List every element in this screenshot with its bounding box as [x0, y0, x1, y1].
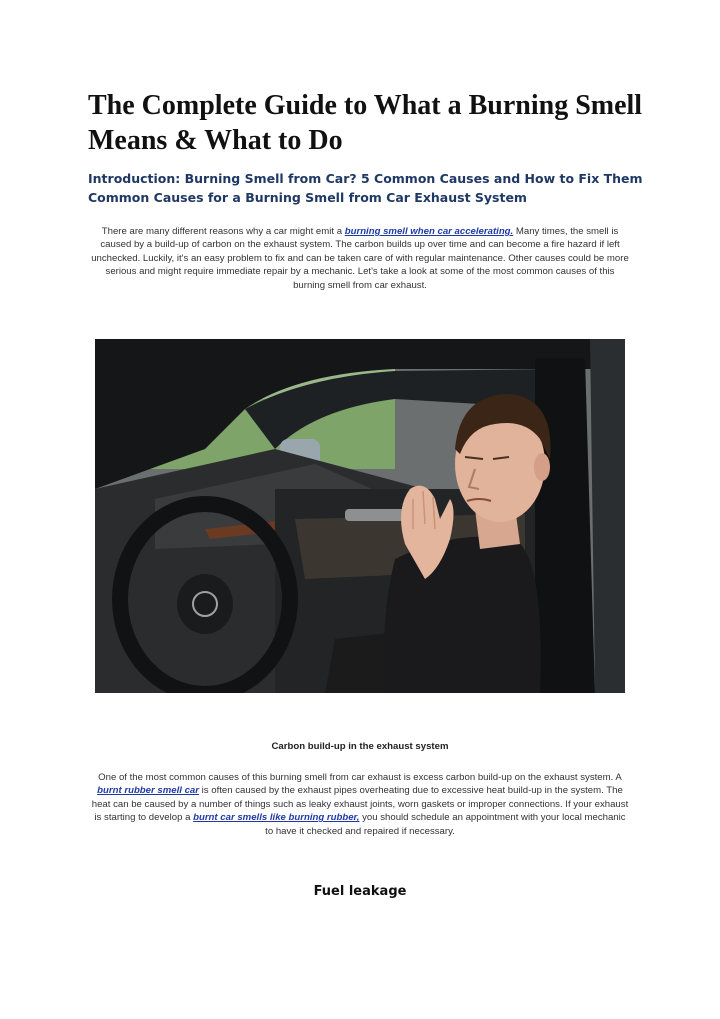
- carbon-text-3: you should schedule an appointment with your local mechanic to have it checked and repaired if necessary.: [265, 812, 626, 837]
- causes-subheading: Common Causes for a Burning Smell from Car Exhaust System: [88, 190, 527, 205]
- intro-text-end: Many times, the smell is caused by a build-up of carbon on the exhaust system. The carbon builds up over time and can become a fire hazard if left unchecked. Luckily, it's an easy problem to fix and can be taken care of with regular maintenance. Other causes could be more serious and might require immediate repair by a mechanic. Let's take a look at some of the most common causes of this burning smell from car exhaust.: [91, 226, 629, 291]
- intro-subheading: Introduction: Burning Smell from Car? 5 Common Causes and How to Fix Them: [88, 171, 643, 186]
- burnt-car-smells-link[interactable]: burnt car smells like burning rubber,: [193, 812, 360, 824]
- page-title: The Complete Guide to What a Burning Smell Means & What to Do: [88, 90, 643, 156]
- intro-text-start: There are many different reasons why a car might emit a: [101, 226, 345, 237]
- burnt-rubber-smell-car-link[interactable]: burnt rubber smell car: [97, 785, 199, 797]
- carbon-buildup-paragraph: [90, 771, 630, 838]
- intro-paragraph: [90, 225, 630, 292]
- carbon-text-1: One of the most common causes of this burning smell from car exhaust is excess carbon build-up on the exhaust system. A: [98, 772, 622, 783]
- carbon-text-2: is often caused by the exhaust pipes overheating due to excessive heat build-up in the system. The heat can be caused by a number of things such as leaky exhaust joints, worn gaskets or improper connections. If your exhaust is starting to develop a: [91, 785, 629, 824]
- image-caption: Carbon build-up in the exhaust system: [271, 741, 449, 752]
- burning-smell-accelerating-link[interactable]: burning smell when car accelerating.: [344, 226, 514, 237]
- fuel-leakage-heading: Fuel leakage: [313, 884, 407, 899]
- man-in-car-photo: [95, 339, 625, 693]
